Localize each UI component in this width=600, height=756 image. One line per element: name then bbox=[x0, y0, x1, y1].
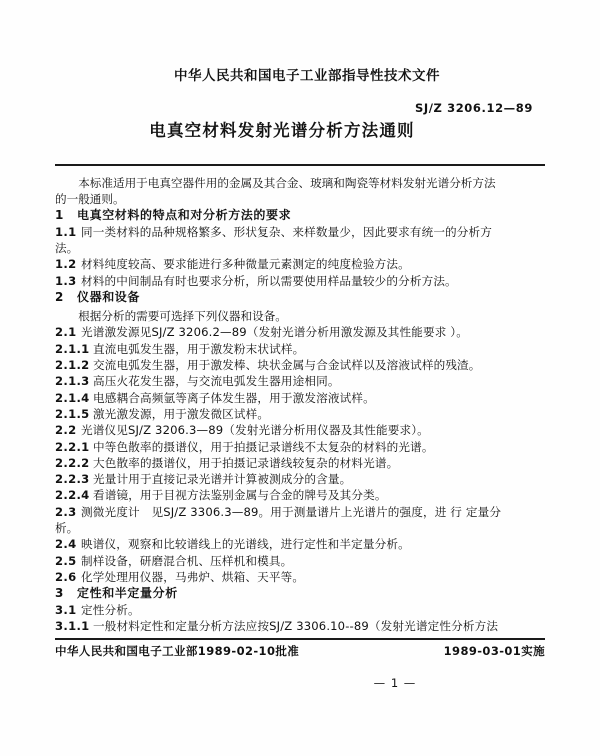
clause-number: 2.2.1 bbox=[55, 439, 90, 454]
issuer-line: 中华人民共和国电子工业部指导性技术文件 bbox=[174, 68, 440, 84]
clause-number: 3.1 bbox=[55, 602, 77, 617]
page-title: 电真空材料发射光谱分析方法通则 bbox=[149, 121, 415, 141]
scope-paragraph-line-1: 本标准适用于电真空器件用的金属及其合金、玻璃和陶瓷等材料发射光谱分析方法 bbox=[78, 175, 496, 190]
section-heading-2 bbox=[55, 289, 545, 305]
footer-divider bbox=[55, 638, 545, 640]
clause-number: 2.3 bbox=[55, 504, 77, 519]
clause-2-1-4 bbox=[55, 390, 545, 406]
footer-approval: 中华人民共和国电子工业部1989-02-10批准 bbox=[55, 644, 300, 658]
page-number: — 1 — bbox=[373, 676, 417, 690]
clause-2-4 bbox=[55, 536, 545, 552]
clause-number: 2.2.4 bbox=[55, 488, 90, 503]
clause-text: 材料纯度较高、要求能进行多种微量元素测定的纯度检验方法。 bbox=[81, 257, 410, 272]
clause-2-1-3 bbox=[55, 373, 545, 389]
clause-text: 直流电弧发生器，用于激发粉末状试样。 bbox=[93, 341, 305, 356]
clause-text: 看谱镜，用于目视方法鉴别金属与合金的牌号及其分类。 bbox=[93, 488, 387, 503]
clause-text: 电感耦合高频氩等离子体发生器，用于激发溶液试样。 bbox=[93, 390, 375, 405]
clause-1-1 bbox=[55, 224, 545, 240]
clause-2-5 bbox=[55, 553, 545, 569]
section-number-1: 1 bbox=[55, 208, 64, 223]
clause-number: 2.2.3 bbox=[55, 472, 90, 487]
clause-text: 光量计用于直接记录光谱并计算被测成分的含量。 bbox=[93, 472, 352, 487]
clause-1-1-continuation: 法。 bbox=[55, 241, 79, 255]
clause-1-2 bbox=[55, 256, 545, 272]
clause-text: 中等色散率的摄谱仪，用于拍摄记录谱线不太复杂的材料的光谱。 bbox=[93, 439, 434, 454]
clause-text: 制样设备，研磨混合机、压样机和模具。 bbox=[81, 553, 293, 568]
clause-text: 高压火花发生器，与交流电弧发生器用途相同。 bbox=[93, 374, 340, 389]
clause-2-2-2 bbox=[55, 455, 545, 471]
clause-number: 2.1.4 bbox=[55, 390, 90, 405]
masthead bbox=[55, 0, 545, 142]
clause-2-2 bbox=[55, 422, 545, 438]
clause-text: 大色散率的摄谱仪，用于拍摄记录谱线较复杂的材料光谱。 bbox=[93, 455, 399, 470]
clause-2-3-continuation: 析。 bbox=[55, 521, 79, 536]
clause-text: 化学处理用仪器，马弗炉、烘箱、天平等。 bbox=[81, 569, 305, 584]
clause-number: 1.1 bbox=[55, 224, 77, 239]
clause-2-1 bbox=[55, 324, 545, 340]
clause-number: 3.1.1 bbox=[55, 618, 90, 633]
section-title-2: 仪器和设备 bbox=[77, 289, 141, 304]
clause-number: 2.4 bbox=[55, 537, 77, 552]
clause-number: 2.2 bbox=[55, 423, 77, 438]
clause-3-1-1 bbox=[55, 618, 545, 634]
section-2-lead: 根据分析的需要可选择下列仪器和设备。 bbox=[78, 309, 287, 324]
footer-effective-date: 1989-03-01实施 bbox=[443, 644, 545, 658]
section-title-1: 电真空材料的特点和对分析方法的要求 bbox=[77, 208, 292, 223]
document-body bbox=[55, 175, 545, 634]
clause-3-1 bbox=[55, 602, 545, 618]
clause-2-6 bbox=[55, 569, 545, 585]
standard-number: SJ/Z 3206.12—89 bbox=[415, 101, 533, 116]
clause-2-2-3 bbox=[55, 471, 545, 487]
clause-text: 激光激发源，用于激发微区试样。 bbox=[93, 406, 270, 421]
clause-text: 光谱仪见SJ/Z 3206.3—89（发射光谱分析用仪器及其性能要求）。 bbox=[81, 423, 429, 438]
clause-text: 定性分析。 bbox=[81, 602, 140, 617]
section-heading-3 bbox=[55, 585, 545, 601]
clause-text: 光谱激发源见SJ/Z 3206.2—89（发射光谱分析用激发源及其性能要求 ）。 bbox=[81, 325, 468, 340]
clause-2-1-5 bbox=[55, 406, 545, 422]
clause-2-1-2 bbox=[55, 357, 545, 373]
clause-1-3 bbox=[55, 273, 545, 289]
clause-number: 1.2 bbox=[55, 257, 77, 272]
clause-2-1-1 bbox=[55, 341, 545, 357]
clause-2-3 bbox=[55, 504, 545, 520]
standard-number-row bbox=[55, 97, 545, 116]
clause-text: 交流电弧发生器，用于激发棒、块状金属与合金试样以及溶液试样的残渣。 bbox=[93, 358, 481, 373]
clause-text: 一般材料定性和定量分析方法应按SJ/Z 3306.10--89（发射光谱定性分析方法 bbox=[93, 618, 499, 633]
clause-number: 2.1 bbox=[55, 325, 77, 340]
clause-number: 2.1.5 bbox=[55, 406, 90, 421]
clause-2-2-1 bbox=[55, 439, 545, 455]
clause-number: 2.1.3 bbox=[55, 374, 90, 389]
clause-number: 2.2.2 bbox=[55, 455, 90, 470]
clause-text: 测微光度计 见SJ/Z 3306.3—89。用于测量谱片上光谱片的强度，进 行 定量分 bbox=[81, 504, 502, 519]
clause-number: 2.6 bbox=[55, 569, 77, 584]
clause-text: 同一类材料的品种规格繁多、形状复杂、来样数量少，因此要求有统一的分析方 bbox=[81, 224, 493, 239]
clause-number: 2.1.1 bbox=[55, 341, 90, 356]
section-number-2: 2 bbox=[55, 289, 64, 304]
clause-2-2-4 bbox=[55, 487, 545, 503]
section-title-3: 定性和半定量分析 bbox=[77, 586, 178, 601]
clause-number: 2.5 bbox=[55, 553, 77, 568]
clause-number: 2.1.2 bbox=[55, 358, 90, 373]
page-footer bbox=[55, 643, 545, 659]
section-number-3: 3 bbox=[55, 586, 64, 601]
section-heading-1 bbox=[55, 207, 545, 223]
clause-number: 1.3 bbox=[55, 273, 77, 288]
clause-text: 映谱仪，观察和比较谱线上的光谱线，进行定性和半定量分析。 bbox=[81, 537, 410, 552]
scope-paragraph-line-2: 的一般通则。 bbox=[55, 192, 125, 207]
header-divider bbox=[55, 164, 545, 166]
clause-text: 材料的中间制品有时也要求分析，所以需要使用样品量较少的分析方法。 bbox=[81, 273, 457, 288]
